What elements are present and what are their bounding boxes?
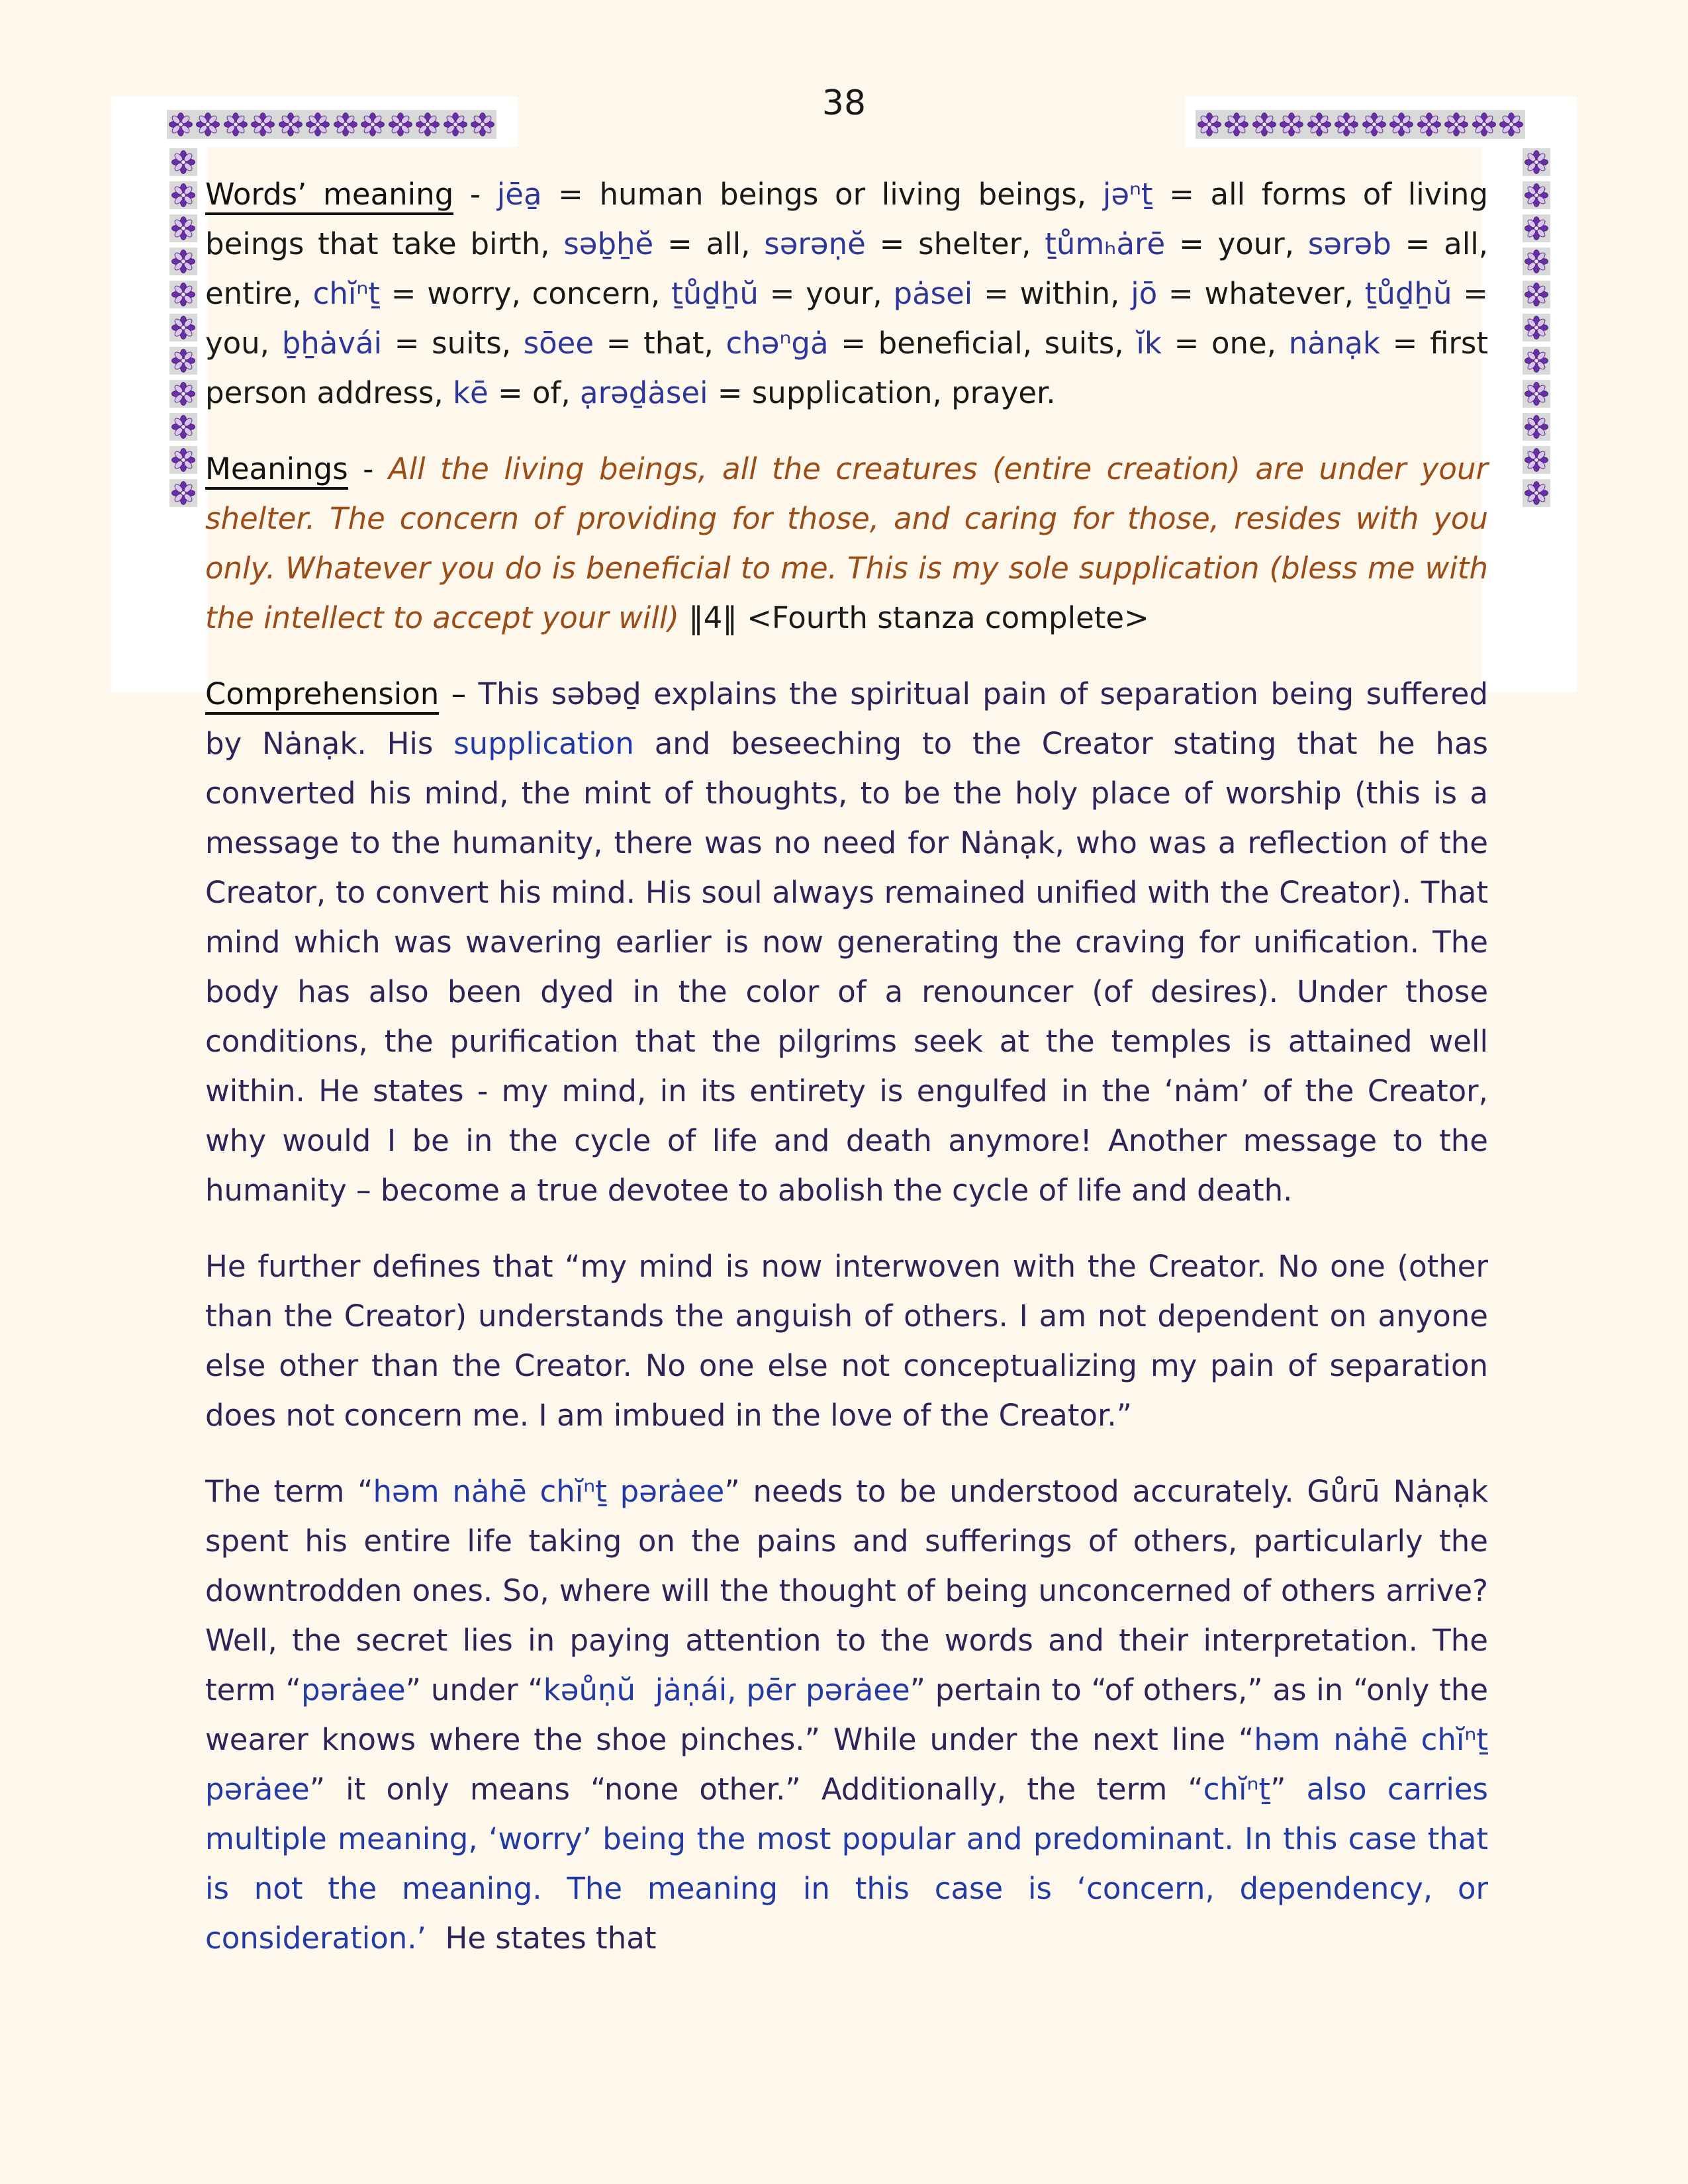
text-run: - [348, 451, 389, 486]
paragraph-words-meaning [205, 169, 1488, 418]
text-run: ” [1270, 1772, 1307, 1807]
flower-ornament-icon [1523, 479, 1550, 507]
text-run: jēa̱ [496, 177, 542, 212]
text-run: jō [1131, 276, 1158, 311]
flower-ornament-icon [169, 281, 197, 308]
flower-ornament-icon [169, 347, 197, 375]
flower-ornament-icon [332, 111, 359, 138]
ornament-column-left [169, 148, 197, 507]
flower-ornament-icon [1471, 111, 1497, 138]
flower-ornament-icon [169, 148, 197, 176]
text-run: = all forms of living beings that take birth, [205, 177, 1489, 261]
text-run: = whatever, [1157, 276, 1365, 311]
text-run: pərȧee [301, 1672, 406, 1707]
flower-ornament-icon [1523, 314, 1550, 341]
text-run: The term “ [205, 1474, 373, 1509]
flower-ornament-icon [359, 111, 386, 138]
flower-ornament-icon [1416, 111, 1442, 138]
text-run: = shelter, [865, 226, 1045, 261]
paragraph-he-further-defines [205, 1242, 1488, 1440]
text-run: chĭⁿṯ [1203, 1772, 1271, 1807]
flower-ornament-icon [277, 111, 304, 138]
flower-ornament-icon [1361, 111, 1387, 138]
flower-ornament-icon [1523, 446, 1550, 474]
flower-ornament-icon [1523, 380, 1550, 408]
flower-ornament-icon [1523, 248, 1550, 275]
text-run: Comprehension [205, 676, 439, 715]
text-run: kəůṇŭ jȧṇái, pēr pərȧee [543, 1672, 910, 1707]
text-run: ‖4‖ <Fourth stanza complete> [688, 600, 1149, 635]
flower-ornament-icon [1278, 111, 1305, 138]
flower-ornament-icon [169, 248, 197, 275]
paragraph-comprehension [205, 669, 1488, 1215]
paragraph-the-term [205, 1467, 1488, 1963]
text-run: He states that [426, 1921, 657, 1956]
text-run: nȧnạk [1288, 326, 1380, 361]
flower-ornament-icon [169, 413, 197, 441]
text-run: ĭk [1136, 326, 1162, 361]
text-run: = one, [1161, 326, 1289, 361]
flower-ornament-icon [1306, 111, 1333, 138]
flower-ornament-icon [1523, 181, 1550, 209]
flower-ornament-icon [1223, 111, 1250, 138]
text-run: = beneficial, suits, [828, 326, 1137, 361]
flower-ornament-icon [1523, 413, 1550, 441]
flower-ornament-icon [169, 314, 197, 341]
flower-ornament-icon [169, 446, 197, 474]
text-run: ” pertain to “of others,” as in “only the wearer knows where the shoe pinches.” While under the next line “ [205, 1672, 1488, 1757]
flower-ornament-icon [1443, 111, 1470, 138]
text-run: sōee [523, 326, 594, 361]
text-run: = supplication, prayer. [708, 375, 1056, 410]
text-run: səḇẖĕ [563, 226, 654, 261]
flower-ornament-icon [195, 111, 221, 138]
text-run: sərəb [1307, 226, 1391, 261]
text-run: = within, [972, 276, 1131, 311]
flower-ornament-icon [1523, 281, 1550, 308]
text-run: = your, [1165, 226, 1308, 261]
text-run: ṯůḏẖŭ [1364, 276, 1452, 311]
text-run: All the living beings, all the creatures (entire creation) are under your shelter. The concern of providing for those, and caring for those, resides with you only. Whatever you do is beneficial to me. This is my sole supplication (bless me with the intellect to accept your will) [205, 451, 1488, 635]
flower-ornament-icon [469, 111, 496, 138]
flower-ornament-icon [1523, 214, 1550, 242]
text-run: = human beings or living beings, [541, 177, 1103, 212]
text-run: pȧsei [893, 276, 973, 311]
text-run: ṯůḏẖŭ [671, 276, 759, 311]
text-run: jəⁿṯ [1102, 177, 1153, 212]
flower-ornament-icon [414, 111, 441, 138]
ornament-band-top-right [1196, 110, 1525, 139]
text-run: ạrəḏȧsei [580, 375, 708, 410]
flower-ornament-icon [1523, 148, 1550, 176]
text-run: Meanings [205, 451, 348, 490]
text-run: and beseeching to the Creator stating that he has converted his mind, the mint of thoughts, to be the holy place of worship (this is a message to the humanity, there was no need for Nȧnạk, who was a reflection of the Creator, to convert his mind. His soul always remained unified with the Creator). That mind which was wavering earlier is now generating the craving for unification. The body has also been dyed in the color of a renouncer (of desires). Under those conditions, the purification that the pilgrims seek at the temples is attained well within. He states - my mind, in its entirety is engulfed in the ‘nȧm’ of the Creator, why would I be in the cycle of life and death anymore! Another message to the humanity – become a true devotee to abolish the cycle of life and death. [205, 726, 1488, 1208]
flower-ornament-icon [442, 111, 469, 138]
flower-ornament-icon [1333, 111, 1360, 138]
flower-ornament-icon [1388, 111, 1415, 138]
flower-ornament-icon [1196, 111, 1223, 138]
flower-ornament-icon [169, 479, 197, 507]
flower-ornament-icon [1523, 347, 1550, 375]
flower-ornament-icon [167, 111, 194, 138]
flower-ornament-icon [169, 214, 197, 242]
ornament-band-top-left [167, 110, 496, 139]
page-number: 38 [821, 83, 867, 123]
flower-ornament-icon [250, 111, 276, 138]
text-run: – [439, 676, 479, 711]
text-run: = worry, concern, [380, 276, 672, 311]
text-run: kē [452, 375, 489, 410]
text-run: = suits, [382, 326, 524, 361]
text-run: həm nȧhē chĭⁿṯ pərȧee [205, 1722, 1488, 1807]
text-run: This səbəḏ explains the spiritual pain of separation being suffered by Nȧnạk. His [205, 676, 1489, 761]
flower-ornament-icon [387, 111, 414, 138]
text-run: = all, [653, 226, 765, 261]
text-run: chəⁿgȧ [726, 326, 829, 361]
flower-ornament-icon [1251, 111, 1278, 138]
ornament-column-right [1523, 148, 1550, 507]
text-run: ḇẖȧvái [281, 326, 383, 361]
paragraph-meanings [205, 444, 1488, 643]
page-content [205, 169, 1488, 1989]
text-run: ” under “ [405, 1672, 543, 1707]
text-run: həm nȧhē chĭⁿṯ pərȧee [373, 1474, 725, 1509]
text-run: = you, [205, 276, 1488, 361]
text-run: ” it only means “none other.” Additionally, the term “ [309, 1772, 1203, 1807]
text-run: sərəṇĕ [764, 226, 866, 261]
text-run: = your, [758, 276, 894, 311]
text-run: = first person address, [205, 326, 1489, 410]
text-run: ṯůmₕȧrē [1045, 226, 1166, 261]
flower-ornament-icon [169, 181, 197, 209]
flower-ornament-icon [222, 111, 249, 138]
flower-ornament-icon [305, 111, 331, 138]
text-run: also carries multiple meaning, ‘worry’ being the most popular and predominant. In this case that is not the meaning. The meaning in this case is ‘concern, dependency, or consideration.’ [205, 1772, 1488, 1956]
text-run: chĭⁿṯ [312, 276, 380, 311]
text-run: supplication [453, 726, 634, 761]
text-run: = all, entire, [205, 226, 1489, 311]
text-run: He further defines that “my mind is now interwoven with the Creator. No one (other than the Creator) understands the anguish of others. I am not dependent on anyone else other than the Creator. No one else not conceptualizing my pain of separation does not concern me. I am imbued in the love of the Creator.” [205, 1249, 1488, 1433]
text-run: - [453, 177, 497, 212]
text-run: ” needs to be understood accurately. Gůrū Nȧnạk spent his entire life taking on the pains and sufferings of others, particularly the downtrodden ones. So, where will the thought of being unconcerned of others arrive? Well, the secret lies in paying attention to the words and their interpretation. The term “ [205, 1474, 1488, 1707]
flower-ornament-icon [1498, 111, 1524, 138]
flower-ornament-icon [169, 380, 197, 408]
text-run: = of, [488, 375, 580, 410]
text-run: = that, [594, 326, 726, 361]
text-run: Words’ meaning [205, 177, 453, 215]
